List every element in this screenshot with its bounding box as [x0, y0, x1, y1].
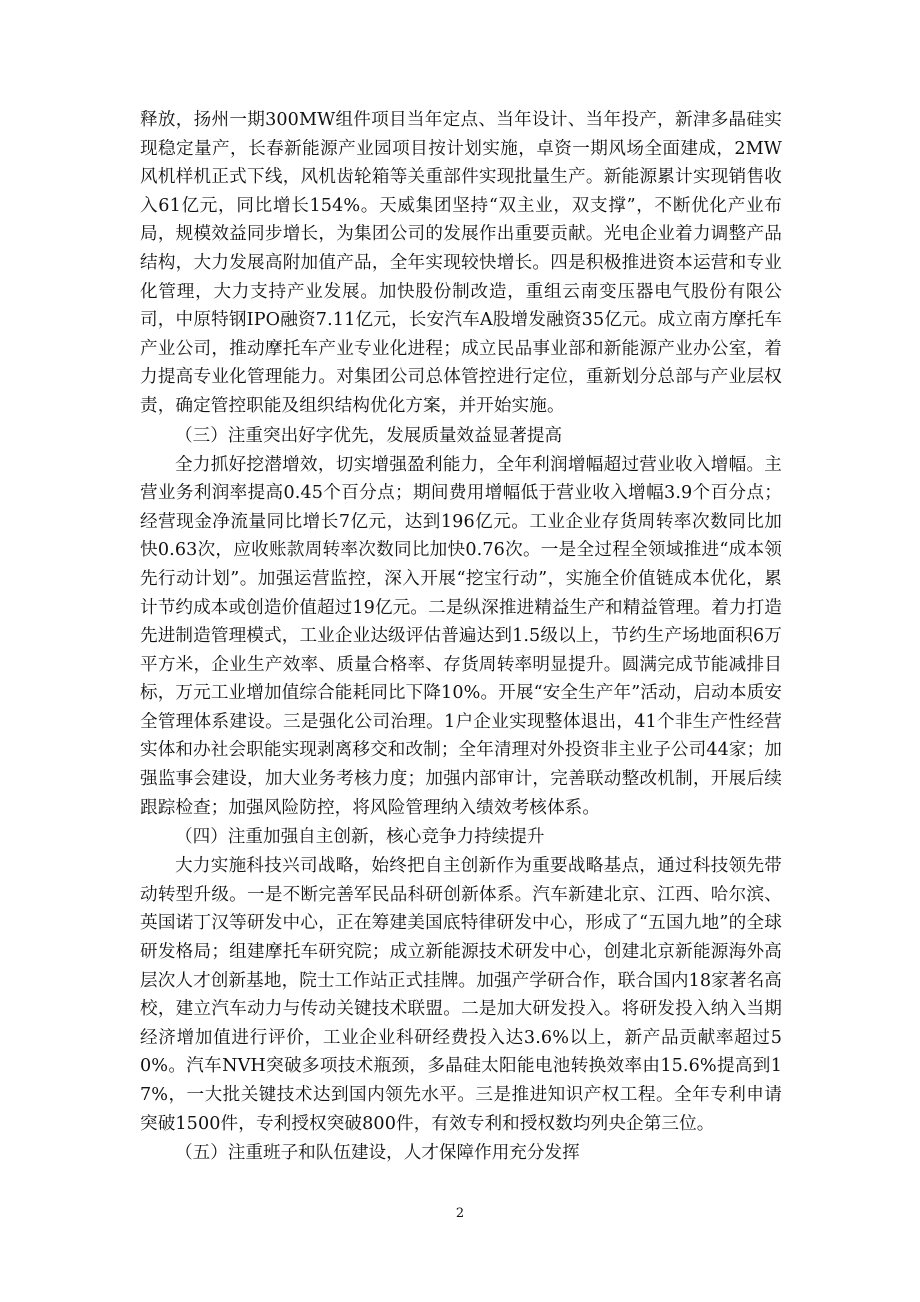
paragraph-profit-efficiency: 全力抓好挖潜增效，切实增强盈利能力，全年利润增幅超过营业收入增幅。主营业务利润率提高0.45个百分点；期间费用增幅低于营业收入增幅3.9个百分点；经营现金净流量同比增长7亿元，达到196亿元。工业企业存货周转率次数同比加快0.63次，应收账款周转率次数同比加快0.76次。一是全过程全领域推进“成本领先行动计划”。加强运营监控，深入开展“挖宝行动”，实施全价值链成本优化，累计节约成本或创造价值超过19亿元。二是纵深推进精益生产和精益管理。着力打造先进制造管理模式，工业企业达级评估普遍达到1.5级以上，节约生产场地面积6万平方米，企业生产效率、质量合格率、存货周转率明显提升。圆满完成节能减排目标，万元工业增加值综合能耗同比下降10%。开展“安全生产年”活动，启动本质安全管理体系建设。三是强化公司治理。1户企业实现整体退出，41个非生产性经营实体和办社会职能实现剥离移交和改制；全年清理对外投资非主业子公司44家；加强监事会建设，加大业务考核力度；加强内部审计，完善联动整改机制，开展后续跟踪检查；加强风险防控，将风险管理纳入绩效考核体系。	[140, 454, 782, 818]
section-heading-four: （四）注重加强自主创新，核心竞争力持续提升	[175, 827, 545, 848]
paragraph-innovation: 大力实施科技兴司战略，始终把自主创新作为重要战略基点，通过科技领先带动转型升级。一是不断完善军民品科研创新体系。汽车新建北京、江西、哈尔滨、英国诺丁汉等研发中心，正在筹建美国底特律研发中心，形成了“五国九地”的全球研发格局；组建摩托车研究院；成立新能源技术研发中心，创建北京新能源海外高层次人才创新基地，院士工作站正式挂牌。加强产学研合作，联合国内18家著名高校，建立汽车动力与传动关键技术联盟。二是加大研发投入。将研发投入纳入当期经济增加值进行评价，工业企业科研经费投入达3.6%以上，新产品贡献率超过50%。汽车NVH突破多项技术瓶颈，多晶硅太阳能电池转换效率由15.6%提高到17%，一大批关键技术达到国内领先水平。三是推进知识产权工程。全年专利申请突破1500件，专利授权突破800件，有效专利和授权数均列央企第三位。	[140, 856, 782, 1134]
paragraph-continuation: 释放，扬州一期300MW组件项目当年定点、当年设计、当年投产，新津多晶硅实现稳定量产，长春新能源产业园项目按计划实施，卓资一期风场全面建成，2MW风机样机正式下线，风机齿轮箱等关重部件实现批量生产。新能源累计实现销售收入61亿元，同比增长154%。天威集团坚持“双主业，双支撑”，不断优化产业布局，规模效益同步增长，为集团公司的发展作出重要贡献。光电企业着力调整产品结构，大力发展高附加值产品，全年实现较快增长。四是积极推进资本运营和专业化管理，大力支持产业发展。加快股份制改造，重组云南变压器电气股份有限公司，中原特钢IPO融资7.11亿元，长安汽车A股增发融资35亿元。成立南方摩托车产业公司，推动摩托车产业专业化进程；成立民品事业部和新能源产业办公室，着力提高专业化管理能力。对集团公司总体管控进行定位，重新划分总部与产业层权责，确定管控职能及组织结构优化方案，并开始实施。	[140, 110, 782, 416]
section-heading-five: （五）注重班子和队伍建设，人才保障作用充分发挥	[175, 1143, 580, 1164]
section-heading-three: （三）注重突出好字优先，发展质量效益显著提高	[175, 425, 563, 446]
document-body	[140, 106, 782, 1168]
page-number: 2	[455, 1206, 465, 1221]
